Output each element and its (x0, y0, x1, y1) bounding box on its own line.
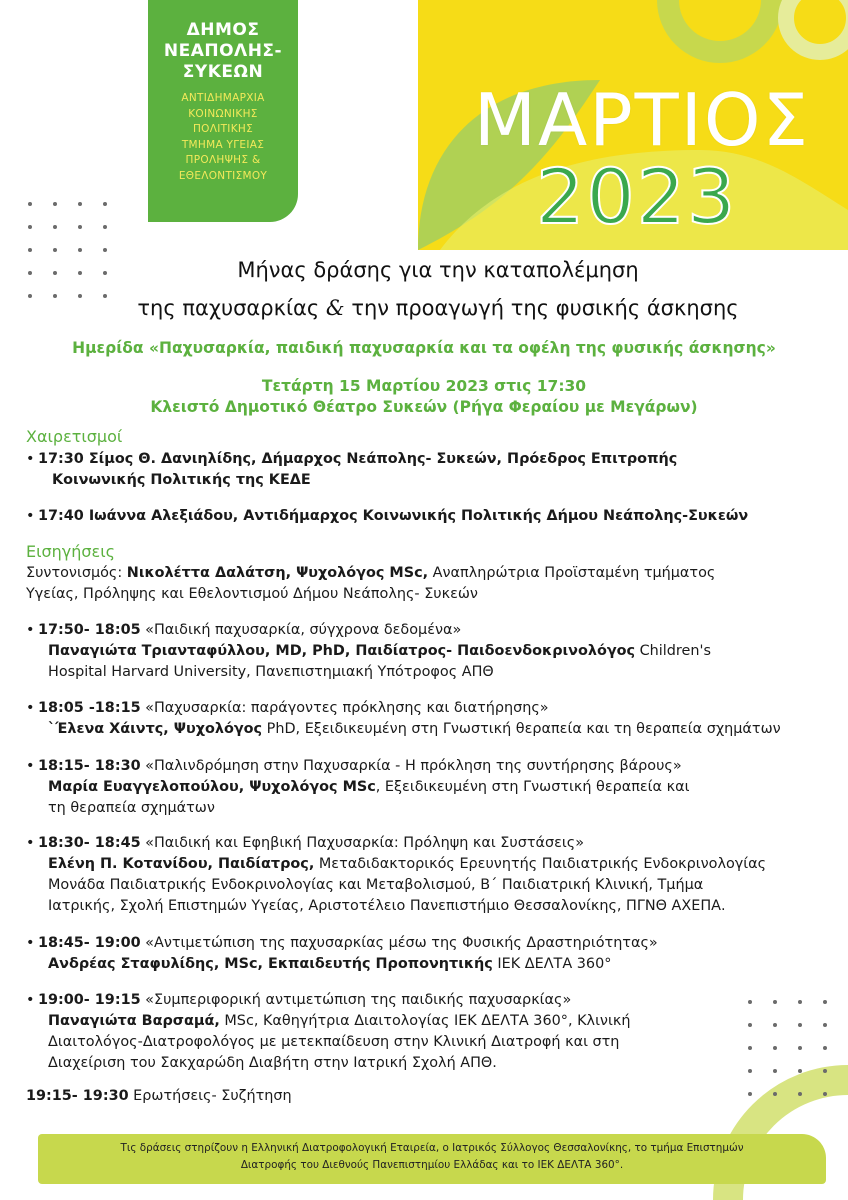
month-heading: ΜΑΡΤΙΟΣ (473, 78, 810, 162)
dot-grid-left (28, 202, 107, 298)
talk-time: 18:05 -18:15 (38, 700, 141, 716)
closing-time: 19:15- 19:30 (26, 1088, 129, 1104)
coordinator-role: Αναπληρώτρια Προϊσταμένη τμήματος (428, 565, 716, 581)
title-line-2 (14, 296, 848, 320)
talk-time: 18:15- 18:30 (38, 758, 141, 774)
coordinator-line-2: Υγείας, Πρόληψης και Εθελοντισμού Δήμου Νεάπολης- Συκεών (26, 586, 478, 602)
talk-title: «Αντιμετώπιση της παχυσαρκίας μέσω της Φυσικής Δραστηριότητας» (140, 935, 658, 951)
footer-line-2: Διατροφής του Διεθνούς Πανεπιστημίου Ελλάδας και το ΙΕΚ ΔΕΛΤΑ 360°. (240, 1159, 624, 1171)
department-name: ΑΝΤΙΔΗΜΑΡΧΙΑ ΚΟΙΝΩΝΙΚΗΣ ΠΟΛΙΤΙΚΗΣ ΤΜΗΜΑ ΥΓΕΙΑΣ ΠΡΟΛΗΨΗΣ & ΕΘΕΛΟΝΤΙΣΜΟΥ (178, 92, 268, 182)
event-venue: Κλειστό Δημοτικό Θέατρο Συκεών (Ρήγα Φεραίου με Μεγάρων) (150, 398, 698, 416)
talk-item-4: • 18:30- 18:45 «Παιδική και Εφηβική Παχυσαρκία: Πρόληψη και Συστάσεις» Ελένη Π. Κοτανίδου, Παιδίατρος, Μεταδιδακτορικός Ερευνητής Παιδιατρικής Ενδοκρινολογίας Μονάδα Παιδιατρικής Ενδοκρινολογίας και Μεταβολισμού, Β΄ Παιδιατρική Κλινική, Τμήμα Ιατρικής, Σχολή Επιστημών Υγείας, Αριστοτέλειο Πανεπιστήμιο Θεσσαλονίκης, ΠΓΝΘ ΑΧΕΠΑ. (26, 833, 766, 917)
title-line-2-b: την προαγωγή της φυσικής άσκησης (351, 296, 739, 320)
talk-speaker-info: MSc, Καθηγήτρια Διαιτολογίας ΙΕΚ ΔΕΛΤΑ 360°, Κλινική (219, 1013, 631, 1029)
municipality-name: ΔΗΜΟΣ ΝΕΑΠΟΛΗΣ- ΣΥΚΕΩΝ (163, 20, 283, 82)
talk-item-1: • 17:50- 18:05 «Παιδική παχυσαρκία, σύγχρονα δεδομένα» Παναγιώτα Τριανταφύλλου, MD, PhD, Παιδίατρος- Παιδοενδοκρινολόγος Children's Hospital Harvard University, Πανεπιστημιακή Υπότροφος ΑΠΘ (26, 620, 711, 683)
event-subtitle: Ημερίδα «Παχυσαρκία, παιδική παχυσαρκία και τα οφέλη της φυσικής άσκησης» (72, 339, 776, 357)
talk-time: 18:45- 19:00 (38, 935, 141, 951)
talk-more: τη θεραπεία σχημάτων (48, 800, 215, 816)
title-line-1: Μήνας δράσης για την καταπολέμηση (237, 258, 639, 282)
municipality-badge (148, 0, 298, 222)
event-date: Τετάρτη 15 Μαρτίου 2023 στις 17:30 (261, 377, 587, 395)
talk-speaker: Ανδρέας Σταφυλίδης, MSc, Εκπαιδευτής Προπονητικής (48, 956, 493, 972)
ampersand: & (325, 296, 345, 320)
title-line-2-a: της παχυσαρκίας (137, 296, 320, 320)
talk-more: Ιατρικής, Σχολή Επιστημών Υγείας, Αριστοτέλειο Πανεπιστήμιο Θεσσαλονίκης, ΠΓΝΘ ΑΧΕΠΑ. (48, 898, 726, 914)
talk-speaker-info: ΙΕΚ ΔΕΛΤΑ 360° (492, 956, 612, 972)
talk-speaker: Παναγιώτα Τριανταφύλλου, MD, PhD, Παιδίατρος- Παιδοενδοκρινολόγος (48, 643, 636, 659)
talk-title: «Παχυσαρκία: παράγοντες πρόκλησης και διατήρησης» (140, 700, 549, 716)
talks-heading: Εισηγήσεις (26, 542, 116, 561)
greeting-line: Κοινωνικής Πολιτικής της ΚΕΔΕ (52, 472, 311, 488)
talk-title: «Παιδική και Εφηβική Παχυσαρκία: Πρόληψη και Συστάσεις» (140, 835, 585, 851)
talk-time: 17:50- 18:05 (38, 622, 141, 638)
talk-time: 19:00- 19:15 (38, 992, 141, 1008)
talk-more: Μονάδα Παιδιατρικής Ενδοκρινολογίας και Μεταβολισμού, Β΄ Παιδιατρική Κλινική, Τμήμα (48, 877, 704, 893)
talk-title: «Συμπεριφορική αντιμετώπιση της παιδικής παχυσαρκίας» (140, 992, 572, 1008)
closing-text: Ερωτήσεις- Συζήτηση (128, 1088, 292, 1104)
talk-more: Διαχείριση του Σακχαρώδη Διαβήτη στην Ιατρική Σχολή ΑΠΘ. (48, 1055, 497, 1071)
coordinator-name: Νικολέττα Δαλάτση, Ψυχολόγος MSc, (126, 565, 429, 581)
greeting-line: 17:30 Σίμος Θ. Δανιηλίδης, Δήμαρχος Νεάπολης- Συκεών, Πρόεδρος Επιτροπής (38, 451, 678, 467)
talk-more: Διαιτολόγος-Διατροφολόγος με μετεκπαίδευση στην Κλινική Διατροφή και στη (48, 1034, 620, 1050)
talk-speaker-info: PhD, Εξειδικευμένη στη Γνωστική θεραπεία και τη θεραπεία σχημάτων (262, 721, 781, 737)
greeting-item-1: • 17:30 Σίμος Θ. Δανιηλίδης, Δήμαρχος Νεάπολης- Συκεών, Πρόεδρος Επιτροπής Κοινωνικής Πολιτικής της ΚΕΔΕ (26, 451, 678, 488)
closing-item (26, 1086, 292, 1107)
talk-item-6: • 19:00- 19:15 «Συμπεριφορική αντιμετώπιση της παιδικής παχυσαρκίας» Παναγιώτα Βαρσαμά, MSc, Καθηγήτρια Διαιτολογίας ΙΕΚ ΔΕΛΤΑ 360°, Κλινική Διαιτολόγος-Διατροφολόγος με μετεκπαίδευση στην Κλινική Διατροφή και στη Διαχείριση του Σακχαρώδη Διαβήτη στην Ιατρική Σχολή ΑΠΘ. (26, 990, 630, 1074)
greeting-line: 17:40 Ιωάννα Αλεξιάδου, Αντιδήμαρχος Κοινωνικής Πολιτικής Δήμου Νεάπολης-Συκεών (38, 508, 749, 524)
talk-speaker-info: Children's (635, 643, 711, 659)
footer-sponsors (38, 1134, 826, 1184)
talk-speaker: `Έλενα Χάιντς, Ψυχολόγος (48, 721, 263, 737)
talk-speaker: Παναγιώτα Βαρσαμά, (48, 1013, 220, 1029)
talk-more: Hospital Harvard University, Πανεπιστημιακή Υπότροφος ΑΠΘ (48, 664, 494, 680)
talk-item-5: • 18:45- 19:00 «Αντιμετώπιση της παχυσαρκίας μέσω της Φυσικής Δραστηριότητας» Ανδρέας Σταφυλίδης, MSc, Εκπαιδευτής Προπονητικής ΙΕΚ ΔΕΛΤΑ 360° (26, 935, 658, 972)
coordinator-label: Συντονισμός: (26, 565, 127, 581)
talk-speaker: Ελένη Π. Κοτανίδου, Παιδίατρος, (48, 856, 315, 872)
greetings-heading: Χαιρετισμοί (26, 427, 123, 446)
talk-speaker-info: , Εξειδικευμένη στη Γνωστική θεραπεία και (375, 779, 690, 795)
talk-item-2: • 18:05 -18:15 «Παχυσαρκία: παράγοντες πρόκλησης και διατήρησης» `Έλενα Χάιντς, Ψυχολόγος PhD, Εξειδικευμένη στη Γνωστική θεραπεία και τη θεραπεία σχημάτων (26, 700, 781, 737)
greeting-item-2: • 17:40 Ιωάννα Αλεξιάδου, Αντιδήμαρχος Κοινωνικής Πολιτικής Δήμου Νεάπολης-Συκεών (26, 508, 749, 524)
talk-title: «Παιδική παχυσαρκία, σύγχρονα δεδομένα» (140, 622, 462, 638)
talk-time: 18:30- 18:45 (38, 835, 141, 851)
talk-speaker: Μαρία Ευαγγελοπούλου, Ψυχολόγος MSc (48, 779, 376, 795)
talk-speaker-info: Μεταδιδακτορικός Ερευνητής Παιδιατρικής Ενδοκρινολογίας (314, 856, 767, 872)
talk-item-3: • 18:15- 18:30 «Παλινδρόμηση στην Παχυσαρκία - Η πρόκληση της συντήρησης βάρους» Μαρία Ευαγγελοπούλου, Ψυχολόγος MSc, Εξειδικευμένη στη Γνωστική θεραπεία και τη θεραπεία σχημάτων (26, 756, 689, 819)
talk-title: «Παλινδρόμηση στην Παχυσαρκία - Η πρόκληση της συντήρησης βάρους» (140, 758, 682, 774)
footer-line-1: Τις δράσεις στηρίζουν η Ελληνική Διατροφολογική Εταιρεία, ο Ιατρικός Σύλλογος Θεσσαλονίκης, το τμήμα Επιστημών (120, 1142, 744, 1154)
year-heading: 2023 (536, 152, 738, 241)
coordinator (26, 563, 715, 605)
